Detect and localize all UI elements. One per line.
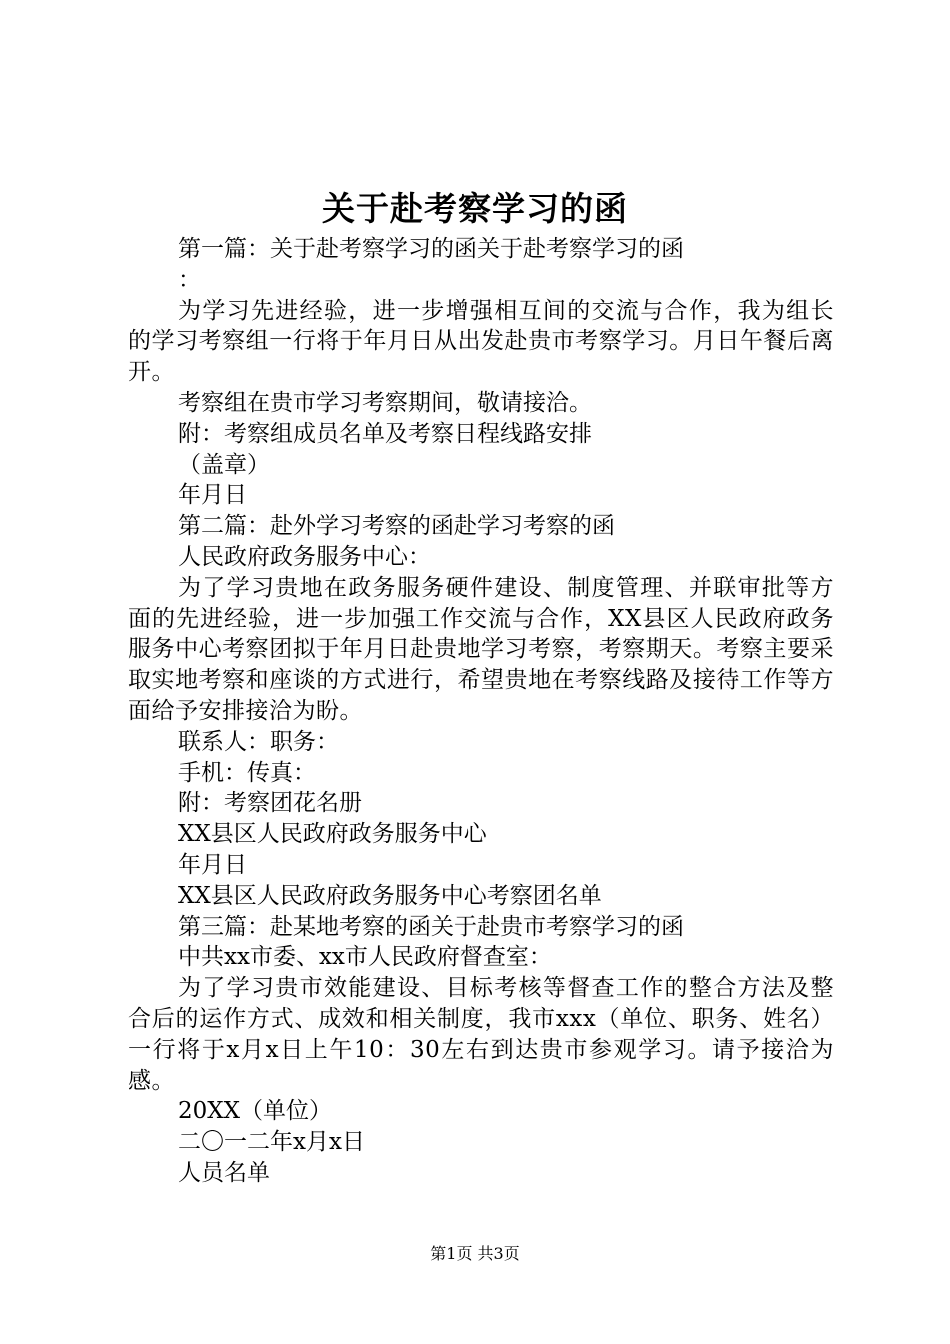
section-heading-2: 第二篇：赴外学习考察的函赴学习考察的函: [178, 513, 615, 540]
text-line: 人员名单: [178, 1159, 270, 1186]
signature-line: XX县区人民政府政务服务中心: [178, 821, 487, 848]
page-footer: 第1页 共3页: [430, 1244, 520, 1263]
phone-fax-line: 手机：传真：: [178, 759, 316, 786]
date-line: 年月日: [178, 482, 247, 509]
document-body: [128, 234, 834, 1189]
contact-line: 联系人：职务：: [178, 728, 339, 755]
document-title: 关于赴考察学习的函: [322, 189, 628, 228]
seal-line: （盖章）: [178, 451, 270, 478]
paragraph-1: 为学习先进经验，进一步增强相互间的交流与合作，我为组长的学习考察组一行将于年月日从出发赴贵市考察学习。月日午餐后离开。: [128, 297, 834, 386]
section-heading-3: 第三篇：赴某地考察的函关于赴贵市考察学习的函: [178, 913, 684, 940]
paragraph-2: 为了学习贵地在政务服务硬件建设、制度管理、并联审批等方面的先进经验，进一步加强工作交流与合作，XX县区人民政府政务服务中心考察团拟于年月日赴贵地学习考察，考察期天。考察主要采取实地考察和座谈的方式进行，希望贵地在考察线路及接待工作等方面给予安排接洽为盼。: [128, 574, 834, 724]
section-heading-1: 第一篇：关于赴考察学习的函关于赴考察学习的函: [178, 236, 684, 262]
text-line: 考察组在贵市学习考察期间，敬请接洽。: [178, 389, 592, 416]
addressee-line: 人民政府政务服务中心：: [178, 543, 431, 570]
text-line: XX县区人民政府政务服务中心考察团名单: [178, 882, 602, 909]
signature-line: 20XX（单位）: [178, 1098, 333, 1125]
date-line: 二〇一二年x月x日: [178, 1129, 365, 1156]
text-line: ：: [178, 266, 201, 293]
date-line: 年月日: [178, 851, 247, 878]
addressee-line: 中共xx市委、xx市人民政府督查室：: [178, 944, 552, 971]
paragraph-3: 为了学习贵市效能建设、目标考核等督查工作的整合方法及整合后的运作方式、成效和相关制度，我市xxx（单位、职务、姓名）一行将于x月x日上午10：30左右到达贵市参观学习。请予接洽为感。: [128, 975, 834, 1094]
attachment-line: 附：考察组成员名单及考察日程线路安排: [178, 420, 592, 447]
attachment-line: 附：考察团花名册: [178, 790, 362, 817]
